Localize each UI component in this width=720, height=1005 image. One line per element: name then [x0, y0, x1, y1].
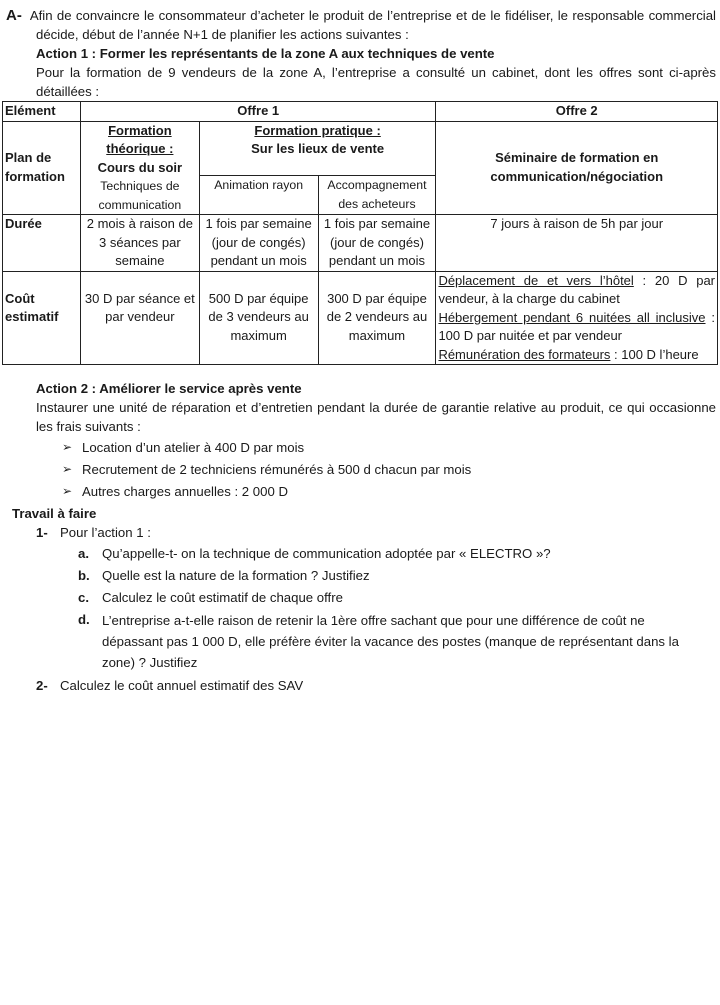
- offers-table: [2, 101, 718, 365]
- header-element: Elément: [3, 102, 81, 122]
- cell-cout-animation: 500 D par équipe de 3 vendeurs au maximum: [199, 271, 318, 365]
- row-label-plan: Plan de formation: [3, 121, 81, 215]
- action2-text: Instaurer une unité de réparation et d’entretien pendant la durée de garantie relative au produit, ce qui occasionne les frais suivants :: [36, 400, 716, 434]
- row-label-duree: Durée: [3, 215, 81, 272]
- cell-plan-offre2: Séminaire de formation en communication/négociation: [436, 121, 718, 215]
- cell-cout-theorique: 30 D par séance et par vendeur: [80, 271, 199, 365]
- cell-duree-offre2: 7 jours à raison de 5h par jour: [436, 215, 718, 272]
- travail-title: Travail à faire: [12, 506, 97, 521]
- sub-question-b: b. Quelle est la nature de la formation ? Justifiez: [78, 568, 370, 583]
- sub-question-d: d. L’entreprise a-t-elle raison de retenir la 1ère offre sachant que pour une différence de coût ne dépassant pas 1 000 D, elle préfère éviter la vacance des postes (manque de représentant dans la zone) ? Justifiez: [78, 612, 679, 670]
- header-offre1: Offre 1: [80, 102, 436, 122]
- header-offre2: Offre 2: [436, 102, 718, 122]
- cell-duree-accompagnement: 1 fois par semaine (jour de congés) pendant un mois: [318, 215, 436, 272]
- cell-duree-animation: 1 fois par semaine (jour de congés) pendant un mois: [199, 215, 318, 272]
- table-row-plan: [3, 121, 718, 176]
- cell-duree-theorique: 2 mois à raison de 3 séances par semaine: [80, 215, 199, 272]
- sub-questions: [0, 544, 720, 673]
- cell-plan-accompagnement: Accompagnement des acheteurs: [318, 176, 436, 215]
- intro-text: Afin de convaincre le consommateur d’acheter le produit de l’entreprise et de le fidéliser, le responsable commercial décide, début de l’année N+1 de planifier les actions suivantes :: [29, 8, 716, 42]
- table-header-row: [3, 102, 718, 122]
- action2-cost-list: [0, 438, 720, 501]
- intro-paragraph: [0, 6, 720, 44]
- question-1: 1- Pour l’action 1 :: [36, 525, 151, 540]
- row-label-cout: Coût estimatif: [3, 271, 81, 365]
- cell-plan-pratique: Formation pratique : Sur les lieux de vente: [199, 121, 436, 176]
- list-item: ➢ Autres charges annuelles : 2 000 D: [62, 482, 720, 501]
- cell-cout-offre2: Déplacement de et vers l’hôtel : 20 D par vendeur, à la charge du cabinet Hébergement pendant 6 nuitées all inclusive : 100 D par nuitée et par vendeur Rémunération des formateurs : 100 D l’heure: [436, 271, 718, 365]
- action2-title: Action 2 : Améliorer le service après vente: [36, 381, 302, 396]
- cell-plan-animation: Animation rayon: [199, 176, 318, 215]
- question-2: 2- Calculez le coût annuel estimatif des SAV: [36, 678, 304, 693]
- cell-cout-accompagnement: 300 D par équipe de 2 vendeurs au maximum: [318, 271, 436, 365]
- list-item: ➢ Recrutement de 2 techniciens rémunérés à 500 d chacun par mois: [62, 460, 720, 479]
- section-letter: A-: [6, 7, 22, 24]
- list-item: ➢ Location d’un atelier à 400 D par mois: [62, 438, 720, 457]
- questions-list: [0, 523, 720, 542]
- sub-question-c: c. Calculez le coût estimatif de chaque offre: [78, 590, 343, 605]
- sub-question-a: a. Qu’appelle-t- on la technique de communication adoptée par « ELECTRO »?: [78, 546, 551, 561]
- action1-title: Action 1 : Former les représentants de la zone A aux techniques de vente: [36, 46, 495, 61]
- action1-text: Pour la formation de 9 vendeurs de la zone A, l’entreprise a consulté un cabinet, dont les offres sont ci-après détaillées :: [36, 65, 716, 99]
- cell-plan-theorique: Formation théorique : Cours du soir Techniques de communication: [80, 121, 199, 215]
- table-row-cout: [3, 271, 718, 365]
- table-row-duree: [3, 215, 718, 272]
